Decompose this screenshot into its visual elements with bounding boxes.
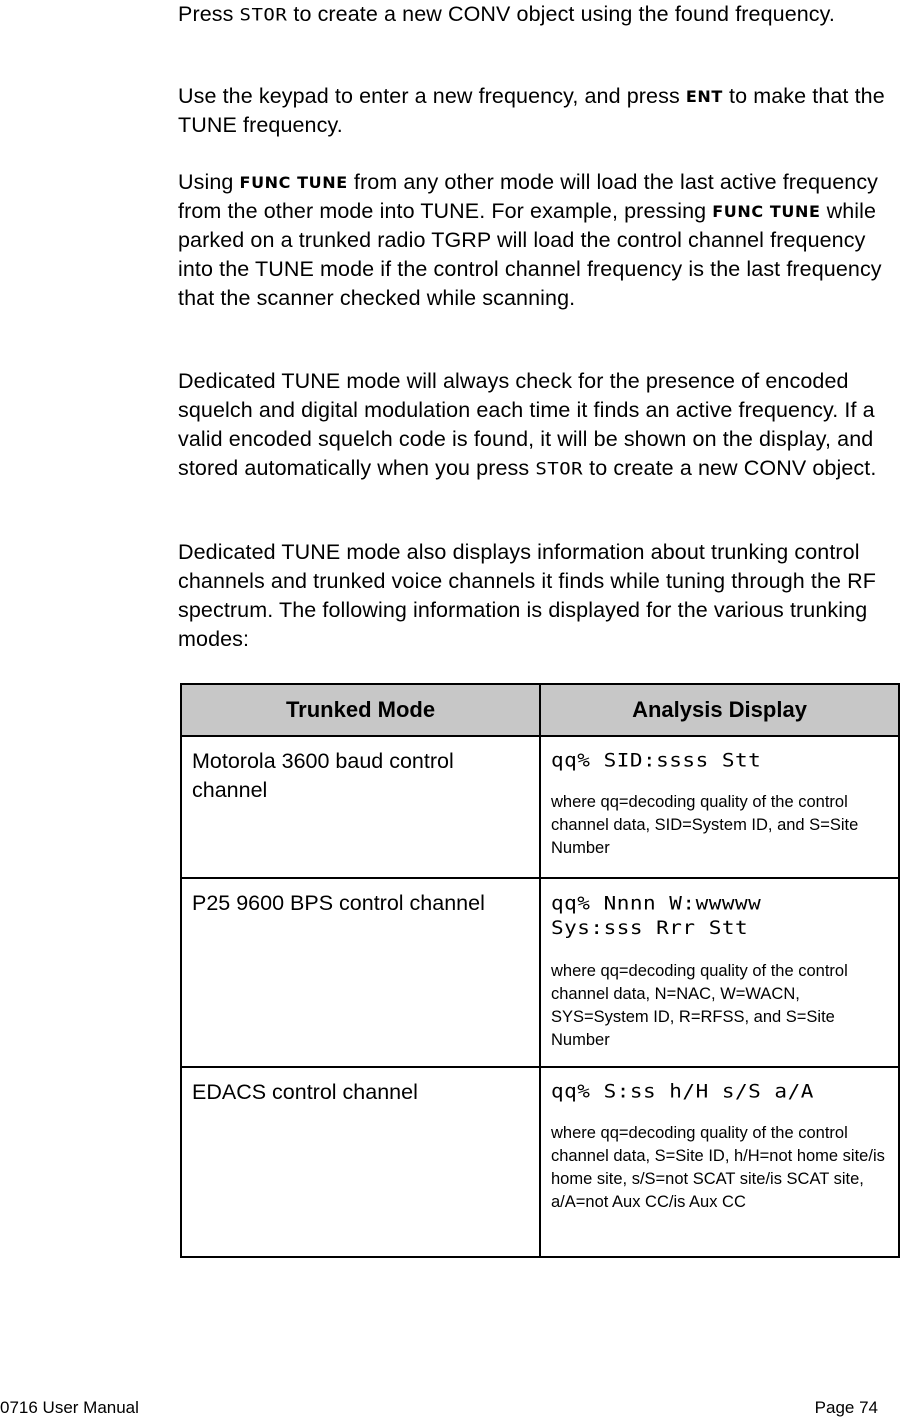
footer-manual-title: 0716 User Manual — [0, 1398, 139, 1417]
stor-key: STOR — [535, 459, 584, 479]
table-row — [181, 736, 899, 878]
mode-cell: EDACS control channel — [181, 1067, 540, 1257]
display-cell — [540, 1067, 899, 1257]
trunking-modes-table — [180, 683, 900, 1258]
display-cell — [540, 736, 899, 878]
lcd-display-text: qq% Nnnn W:wwwww Sys:sss Rrr Stt — [551, 892, 762, 939]
table-row — [181, 878, 899, 1067]
mode-cell: Motorola 3600 baud control channel — [181, 736, 540, 878]
display-description: where qq=decoding quality of the control channel data, N=NAC, W=WACN, SYS=System ID, R=RFSS, and S=Site Number — [551, 962, 848, 1049]
footer-page-number: Page 74 — [814, 1398, 878, 1417]
header-trunked-mode: Trunked Mode — [181, 684, 540, 736]
paragraph-trunking-info: Dedicated TUNE mode also displays information about trunking control channels and trunked voice channels it finds while tuning through the RF spectrum. The following information is displayed for the various trunking modes: — [178, 540, 877, 651]
lcd-display-text: qq% SID:ssss Stt — [551, 749, 762, 771]
display-description: where qq=decoding quality of the control channel data, SID=System ID, and S=Site Number — [551, 793, 859, 857]
paragraph-encoded-squelch: Dedicated TUNE mode will always check for the presence of encoded squelch and digital modulation each time it finds an active frequency. If a valid encoded squelch code is found, it will be shown on the display, and stored automatically when you press STOR to create a new CONV object. — [178, 367, 894, 484]
display-cell — [540, 878, 899, 1067]
table-header-row — [181, 684, 899, 736]
paragraph-stor-conv: Press STOR to create a new CONV object using the found frequency. — [178, 0, 835, 30]
lcd-display-text: qq% S:ss h/H s/S a/A — [551, 1080, 814, 1102]
paragraph-func-tune: Using FUNC TUNE from any other mode will load the last active frequency from the other mode into TUNE. For example, pressing FUNC TUNE while parked on a trunked radio TGRP will load the control channel frequency into the TUNE mode if the control channel frequency is the last frequency that the scanner checked while scanning. — [178, 170, 882, 310]
table-row — [181, 1067, 899, 1257]
ent-key: ENT — [685, 87, 723, 106]
func-tune-key: FUNC TUNE — [239, 173, 348, 192]
mode-cell: P25 9600 BPS control channel — [181, 878, 540, 1067]
header-analysis-display: Analysis Display — [540, 684, 899, 736]
paragraph-keypad-entry: Use the keypad to enter a new frequency, and press ENT to make that the TUNE frequency. — [178, 84, 885, 137]
stor-key: STOR — [239, 5, 288, 25]
display-description: where qq=decoding quality of the control channel data, S=Site ID, h/H=not home site/is home site, s/S=not SCAT site/is SCAT site, a/A=not Aux CC/is Aux CC — [551, 1124, 885, 1211]
func-tune-key: FUNC TUNE — [712, 202, 821, 221]
